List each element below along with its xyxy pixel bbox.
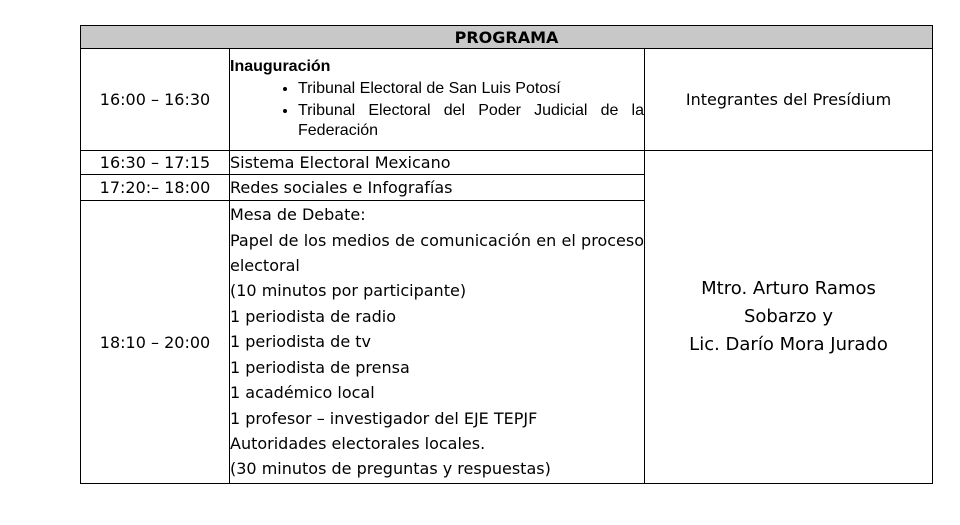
moderator-line: Mtro. Arturo Ramos [701, 278, 876, 299]
header-row [81, 26, 933, 49]
moderator-line: Lic. Darío Mora Jurado [689, 334, 888, 355]
time-cell: 17:20:– 18:00 [81, 175, 230, 201]
moderators-cell [645, 151, 933, 484]
debate-line: 1 periodista de tv [230, 332, 372, 352]
time-cell: 16:30 – 17:15 [81, 151, 230, 175]
debate-line: Papel de los medios de comunicación en el proceso electoral [230, 230, 644, 276]
debate-line: 1 periodista de radio [230, 306, 397, 326]
program-header: PROGRAMA [81, 26, 933, 49]
table-row [81, 151, 933, 175]
inauguration-list [230, 79, 644, 141]
debate-line: 1 periodista de prensa [230, 357, 410, 377]
moderator-line: Sobarzo y [743, 306, 834, 327]
list-item: • Tribunal Electoral de San Luis Potosí [298, 79, 644, 99]
list-item: • Tribunal Electoral del Poder Judicial de la Federación [298, 101, 644, 141]
program-table [80, 25, 933, 484]
activity-cell: Redes sociales e Infografías [230, 175, 645, 201]
time-cell: 18:10 – 20:00 [81, 201, 230, 484]
debate-cell [230, 201, 645, 484]
debate-line: (30 minutos de preguntas y respuestas) [230, 459, 551, 479]
debate-line: 1 académico local [230, 383, 375, 403]
activity-cell [230, 49, 645, 151]
activity-cell: Sistema Electoral Mexicano [230, 151, 645, 175]
table-row [81, 49, 933, 151]
debate-line: Autoridades electorales locales. [230, 433, 486, 453]
debate-line: (10 minutos por participante) [230, 281, 467, 301]
inauguration-title: Inauguración [230, 58, 331, 75]
presidium-cell: Integrantes del Presídium [645, 49, 933, 151]
debate-line: 1 profesor – investigador del EJE TEPJF [230, 408, 538, 428]
time-cell: 16:00 – 16:30 [81, 49, 230, 151]
debate-line: Mesa de Debate: [230, 205, 366, 225]
